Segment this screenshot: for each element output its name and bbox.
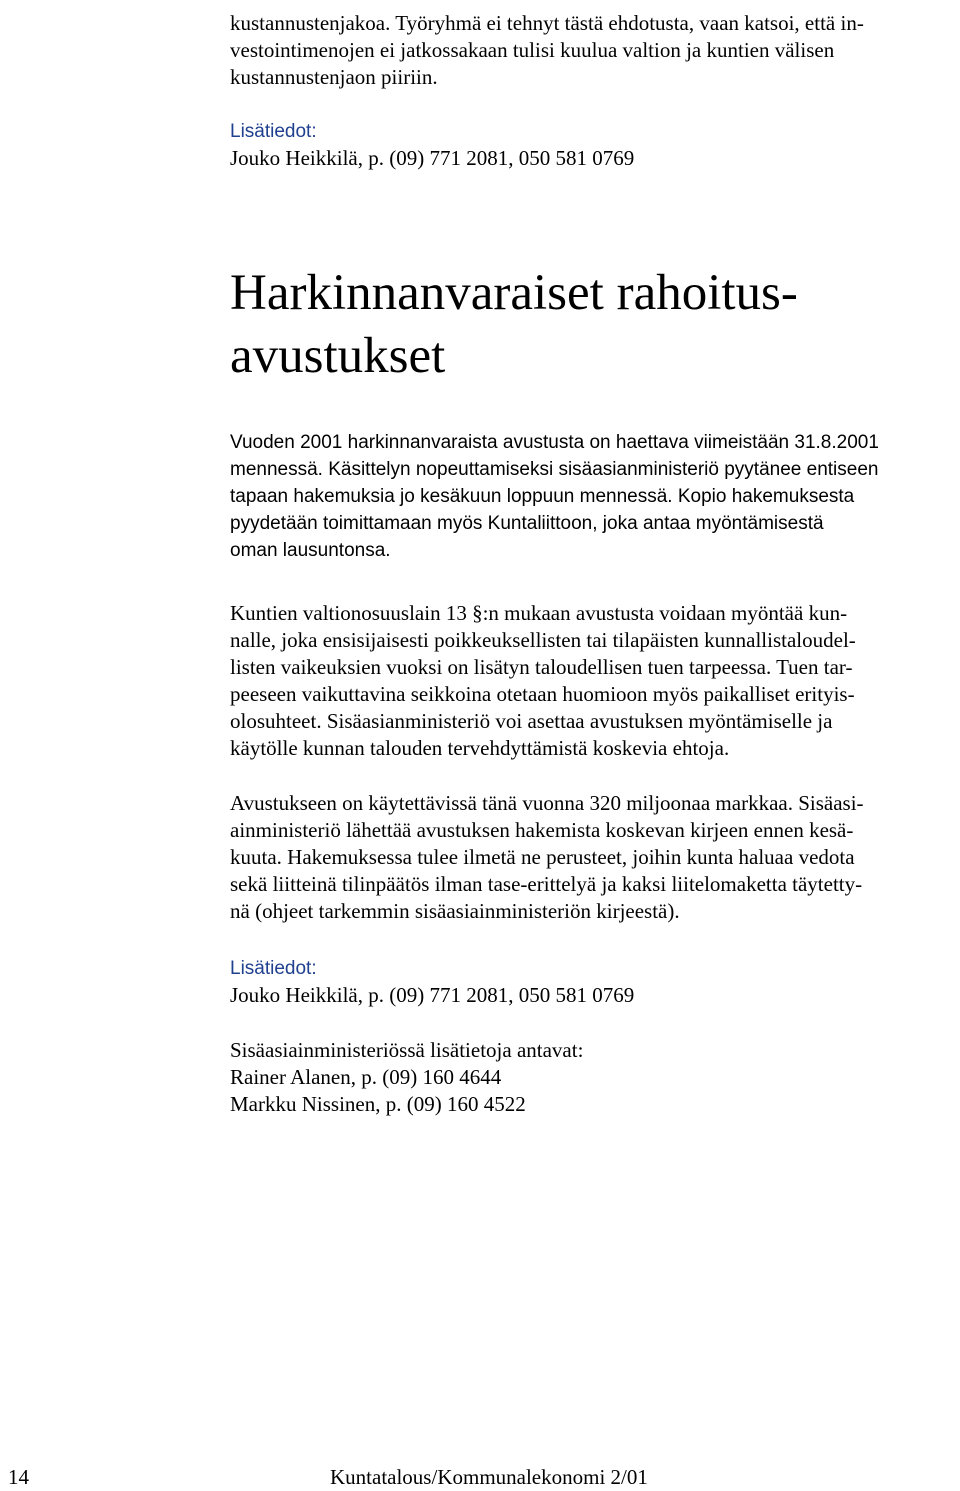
text-line: pyydetään toimittamaan myös Kuntaliittoon, joka antaa myöntämisestä	[230, 513, 824, 534]
text-line: Kuntien valtionosuuslain 13 §:n mukaan avustusta voidaan myöntää kun-	[230, 601, 848, 625]
text-line: käytölle kunnan talouden tervehdyttämistä koskevia ehtoja.	[230, 736, 730, 760]
contact-block-1	[230, 118, 942, 172]
page-number: 14	[8, 1465, 29, 1489]
text-line: mennessä. Käsittelyn nopeuttamiseksi sisäasianministeriö pyytänee entiseen	[230, 459, 879, 480]
text-line: nä (ohjeet tarkemmin sisäasiainministeriön kirjeestä).	[230, 899, 680, 923]
section-heading	[230, 262, 798, 388]
text-line: oman lausuntonsa.	[230, 540, 391, 561]
text-line: kustannustenjaon piiriin.	[230, 65, 438, 89]
contact-label: Lisätiedot:	[230, 121, 317, 142]
ministry-contacts-intro: Sisäasiainministeriössä lisätietoja antavat:	[230, 1038, 584, 1062]
text-line: ainministeriö lähettää avustuksen hakemista koskevan kirjeen ennen kesä-	[230, 818, 854, 842]
text-line: tapaan hakemuksia jo kesäkuun loppuun mennessä. Kopio hakemuksesta	[230, 486, 855, 507]
text-line: kuuta. Hakemuksessa tulee ilmetä ne perusteet, joihin kunta haluaa vedota	[230, 845, 855, 869]
heading-line-1: Harkinnanvaraiset rahoitus-	[230, 265, 798, 321]
text-line: Avustukseen on käytettävissä tänä vuonna 320 miljoonaa markkaa. Sisäasi-	[230, 791, 864, 815]
body-paragraph-2	[230, 790, 942, 925]
publication-name: Kuntatalous/Kommunalekonomi 2/01	[330, 1465, 648, 1489]
text-line: olosuhteet. Sisäasianministeriö voi asettaa avustuksen myöntämiselle ja	[230, 709, 833, 733]
contact-line: Jouko Heikkilä, p. (09) 771 2081, 050 581 0769	[230, 983, 635, 1007]
ministry-contacts	[230, 1037, 942, 1118]
contact-label: Lisätiedot:	[230, 958, 317, 979]
body-paragraph-1	[230, 600, 942, 762]
text-line: vestointimenojen ei jatkossakaan tulisi kuulua valtion ja kuntien välisen	[230, 38, 835, 62]
contact-person: Markku Nissinen, p. (09) 160 4522	[230, 1092, 526, 1116]
text-line: sekä liitteinä tilinpäätös ilman tase-erittelyä ja kaksi liitelomaketta täytetty-	[230, 872, 863, 896]
text-line: listen vaikeuksien vuoksi on lisätyn taloudellisen tuen tarpeessa. Tuen tar-	[230, 655, 853, 679]
intro-paragraph	[230, 10, 942, 91]
text-line: peeseen vaikuttavina seikkoina otetaan huomioon myös paikalliset erityis-	[230, 682, 855, 706]
text-line: kustannustenjakoa. Työryhmä ei tehnyt tästä ehdotusta, vaan katsoi, että in-	[230, 11, 864, 35]
contact-line: Jouko Heikkilä, p. (09) 771 2081, 050 581 0769	[230, 146, 635, 170]
contact-block-2	[230, 955, 942, 1009]
text-line: nalle, joka ensisijaisesti poikkeuksellisten tai tilapäisten kunnallistaloudel-	[230, 628, 856, 652]
contact-person: Rainer Alanen, p. (09) 160 4644	[230, 1065, 502, 1089]
lead-paragraph	[230, 429, 942, 564]
text-line: Vuoden 2001 harkinnanvaraista avustusta on haettava viimeistään 31.8.2001	[230, 432, 879, 453]
heading-line-2: avustukset	[230, 328, 446, 384]
